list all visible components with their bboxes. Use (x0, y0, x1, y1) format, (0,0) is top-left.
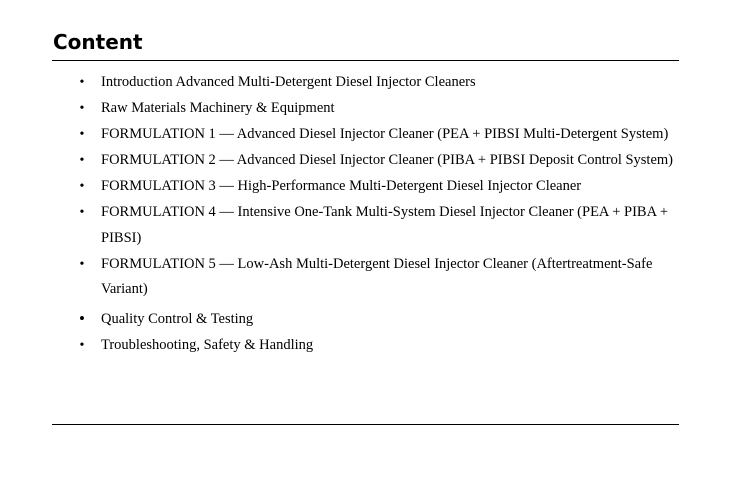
toc-item-label: Raw Materials Machinery & Equipment (101, 100, 335, 116)
bullet-icon: • (79, 308, 85, 328)
bullet-icon: • (79, 205, 85, 220)
toc-item-formulation-5[interactable] (52, 252, 679, 303)
bullet-icon: • (79, 179, 85, 194)
toc-item-troubleshooting[interactable] (52, 333, 679, 359)
toc-item-label: Quality Control & Testing (101, 310, 254, 327)
bullet-icon: • (79, 337, 85, 353)
bullet-icon: • (79, 75, 85, 90)
bullet-icon: • (79, 256, 85, 272)
toc-item-label: FORMULATION 3 — High-Performance Multi-Detergent Diesel Injector Cleaner (101, 178, 582, 194)
toc-item-label: FORMULATION 1 — Advanced Diesel Injector Cleaner (PEA + PIBSI Multi-Detergent System) (101, 126, 669, 142)
toc-item-formulation-4[interactable] (52, 200, 679, 251)
page-title: Content (53, 30, 143, 54)
toc-item-introduction[interactable] (52, 70, 679, 96)
toc-item-formulation-3[interactable] (52, 174, 679, 200)
top-divider (52, 60, 679, 61)
content-page (52, 28, 679, 358)
toc-item-label: Troubleshooting, Safety & Handling (101, 336, 314, 353)
toc-item-raw-materials[interactable] (52, 96, 679, 122)
toc-item-label: FORMULATION 5 — Low-Ash Multi-Detergent Diesel Injector Cleaner (Aftertreatment-Safe Variant) (101, 255, 653, 297)
toc-item-label: Introduction Advanced Multi-Detergent Diesel Injector Cleaners (101, 74, 476, 90)
toc-item-label: FORMULATION 4 — Intensive One-Tank Multi-System Diesel Injector Cleaner (PEA + PIBA + PIBSI) (101, 204, 669, 246)
toc-item-formulation-1[interactable] (52, 122, 679, 148)
bullet-icon: • (79, 153, 85, 168)
bottom-divider (52, 424, 679, 425)
bullet-icon: • (79, 101, 85, 116)
toc-item-quality-control[interactable] (52, 307, 679, 333)
bullet-icon: • (79, 127, 85, 142)
table-of-contents (52, 70, 679, 358)
toc-item-formulation-2[interactable] (52, 148, 679, 174)
toc-item-label: FORMULATION 2 — Advanced Diesel Injector Cleaner (PIBA + PIBSI Deposit Control System) (101, 152, 674, 168)
